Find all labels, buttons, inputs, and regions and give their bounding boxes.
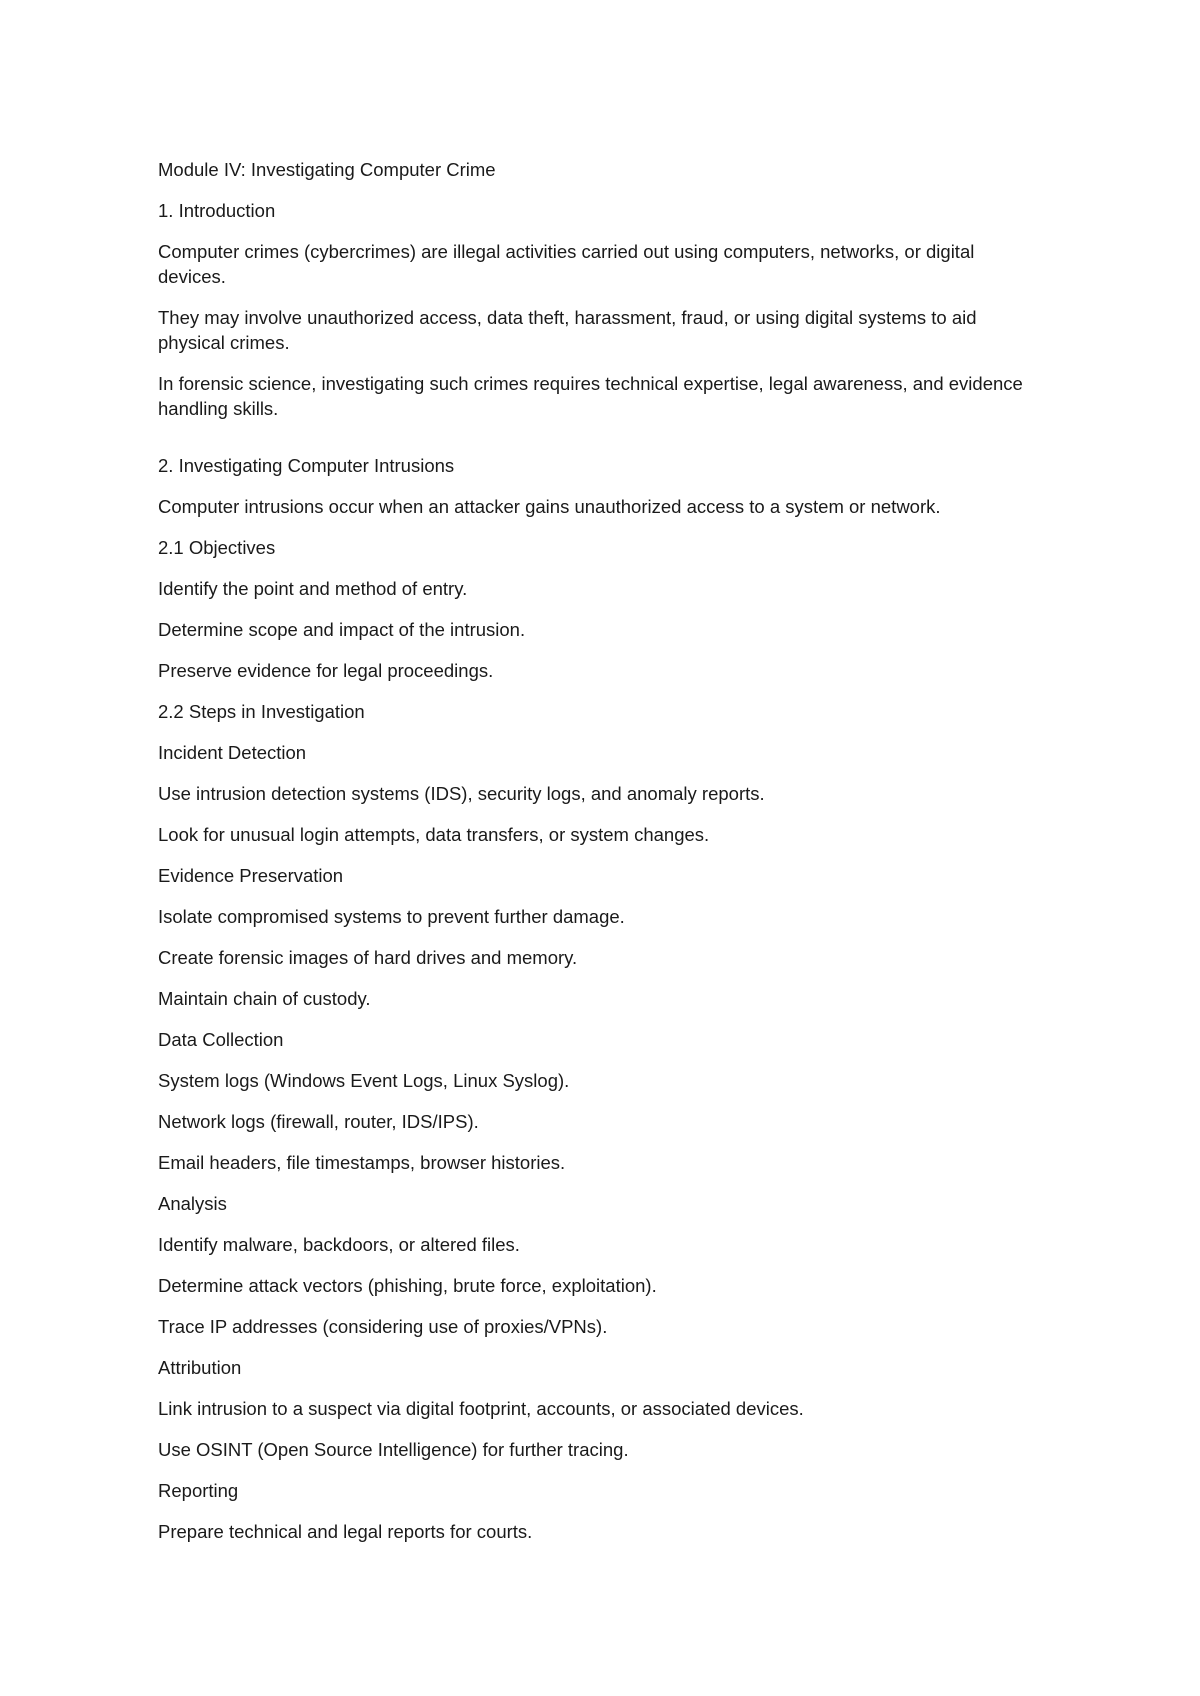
- list-item: Create forensic images of hard drives and memory.: [158, 947, 578, 968]
- list-item: Isolate compromised systems to prevent further damage.: [158, 906, 625, 927]
- list-item: Determine scope and impact of the intrusion.: [158, 619, 526, 640]
- list-item: Look for unusual login attempts, data transfers, or system changes.: [158, 824, 710, 845]
- step-title: Analysis: [158, 1193, 227, 1214]
- list-item: Email headers, file timestamps, browser histories.: [158, 1152, 566, 1173]
- list-item: Identify the point and method of entry.: [158, 578, 468, 599]
- paragraph: Computer crimes (cybercrimes) are illegal activities carried out using computers, networks, or digital devices.: [158, 241, 975, 287]
- document-body: [158, 157, 1038, 1544]
- document-title: Module IV: Investigating Computer Crime: [158, 159, 496, 180]
- list-item: System logs (Windows Event Logs, Linux Syslog).: [158, 1070, 570, 1091]
- subsection-heading-objectives: 2.1 Objectives: [158, 537, 276, 558]
- section-heading-intrusions: 2. Investigating Computer Intrusions: [158, 455, 455, 476]
- list-item: Maintain chain of custody.: [158, 988, 371, 1009]
- paragraph: Computer intrusions occur when an attacker gains unauthorized access to a system or network.: [158, 496, 941, 517]
- step-title: Reporting: [158, 1480, 239, 1501]
- step-title: Incident Detection: [158, 742, 307, 763]
- list-item: Preserve evidence for legal proceedings.: [158, 660, 494, 681]
- list-item: Network logs (firewall, router, IDS/IPS).: [158, 1111, 479, 1132]
- list-item: Use intrusion detection systems (IDS), security logs, and anomaly reports.: [158, 783, 765, 804]
- list-item: Use OSINT (Open Source Intelligence) for further tracing.: [158, 1439, 629, 1460]
- section-heading-introduction: 1. Introduction: [158, 200, 276, 221]
- step-title: Evidence Preservation: [158, 865, 344, 886]
- paragraph: They may involve unauthorized access, data theft, harassment, fraud, or using digital systems to aid physical crimes.: [158, 307, 977, 353]
- list-item: Determine attack vectors (phishing, brute force, exploitation).: [158, 1275, 657, 1296]
- step-title: Attribution: [158, 1357, 242, 1378]
- list-item: Identify malware, backdoors, or altered files.: [158, 1234, 520, 1255]
- paragraph: In forensic science, investigating such crimes requires technical expertise, legal awareness, and evidence handling skills.: [158, 373, 1023, 419]
- step-title: Data Collection: [158, 1029, 284, 1050]
- list-item: Trace IP addresses (considering use of proxies/VPNs).: [158, 1316, 608, 1337]
- subsection-heading-steps: 2.2 Steps in Investigation: [158, 701, 365, 722]
- list-item: Prepare technical and legal reports for courts.: [158, 1521, 533, 1542]
- list-item: Link intrusion to a suspect via digital footprint, accounts, or associated devices.: [158, 1398, 804, 1419]
